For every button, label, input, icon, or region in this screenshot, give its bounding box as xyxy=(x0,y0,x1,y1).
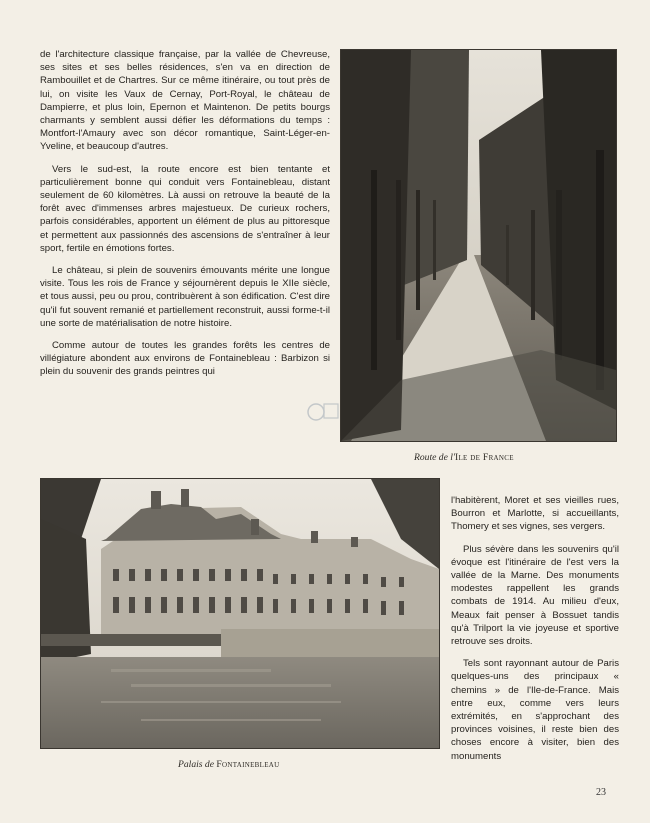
left-text-column xyxy=(40,48,330,388)
route-caption xyxy=(414,452,514,463)
route-photo xyxy=(340,49,617,442)
caption-italic: Palais de xyxy=(178,759,217,770)
caption-place: Fontainebleau xyxy=(216,759,280,770)
right-text-column xyxy=(451,494,619,772)
palace-by-water-photo-icon xyxy=(41,479,439,748)
palace-caption xyxy=(178,759,280,770)
paragraph: de l'architecture classique française, par la vallée de Chevreuse, ses sites et ses belles résidences, s'en va en direction de Rambouillet et de Chartres. Sur ce même itinéraire, ou tout près de lui, on visite les Vaux de Cernay, Port-Royal, le château de Dampierre, et plus loin, Epernon et Maintenon. De petits bourgs charmants y semblent aussi défier les déformations du temps : Montfort-l'Amaury avec son décor romantique, Saint-Léger-en-Yveline, et beaucoup d'autres. xyxy=(40,49,330,153)
paragraph: Le château, si plein de souvenirs émouvants mérite une longue visite. Tous les rois de France y séjournèrent depuis le XIIe siècle, et tous aussi, peu ou prou, contribuèrent à son édification. C'est dire qu'il fut souvent remanié et partiellement reconstruit, aussi forme-t-il une sorte de matérialisation de notre histoire. xyxy=(40,265,330,329)
paragraph: l'habitèrent, Moret et ses vieilles rues, Bourron et Marlotte, si accueillants, Thomery et ses vignes, ses vergers. xyxy=(451,495,619,533)
page-number: 23 xyxy=(596,787,606,798)
library-stamp-watermark-icon xyxy=(306,398,340,422)
paragraph: Comme autour de toutes les grandes forêts les centres de villégiature abondent aux environs de Fontainebleau : Barbizon si plein du souvenir des grands peintres qui xyxy=(40,340,330,378)
caption-place: Ile de France xyxy=(454,452,514,463)
paragraph: Vers le sud-est, la route encore est bien tentante et particulièrement bonne qui conduit vers Fontainebleau, distant seulement de 60 kilomètres. Là aussi on retrouve la beauté de la forêt avec d'immenses arbres majestueux. De curieux rochers, parfois considérables, apportent un élément de plus au pittoresque et permettent aux passionnés des ascensions de s'entraîner à leur sport, fertile en émotions fortes. xyxy=(40,163,330,254)
paragraph: Plus sévère dans les souvenirs qu'il évoque est l'itinéraire de l'est vers la vallée de la Marne. Des monuments modestes rappellent les grands combats de 1914. Au milieu d'eux, Meaux fait penser à Bossuet tandis qu'à Trilport la vie joyeuse et sportive retrouve ses droits. xyxy=(451,543,619,648)
tree-lined-road-photo-icon xyxy=(341,50,616,441)
palace-photo xyxy=(40,478,440,749)
caption-italic: Route de l' xyxy=(414,452,455,463)
paragraph: Tels sont rayonnant autour de Paris quelques-uns des principaux « chemins » de l'Ile-de-France. Mais entre eux, comme vers leurs extrémités, en s'approchant des provinces voisines, il reste bien des choses encore à visiter, bien des monuments xyxy=(451,658,619,762)
